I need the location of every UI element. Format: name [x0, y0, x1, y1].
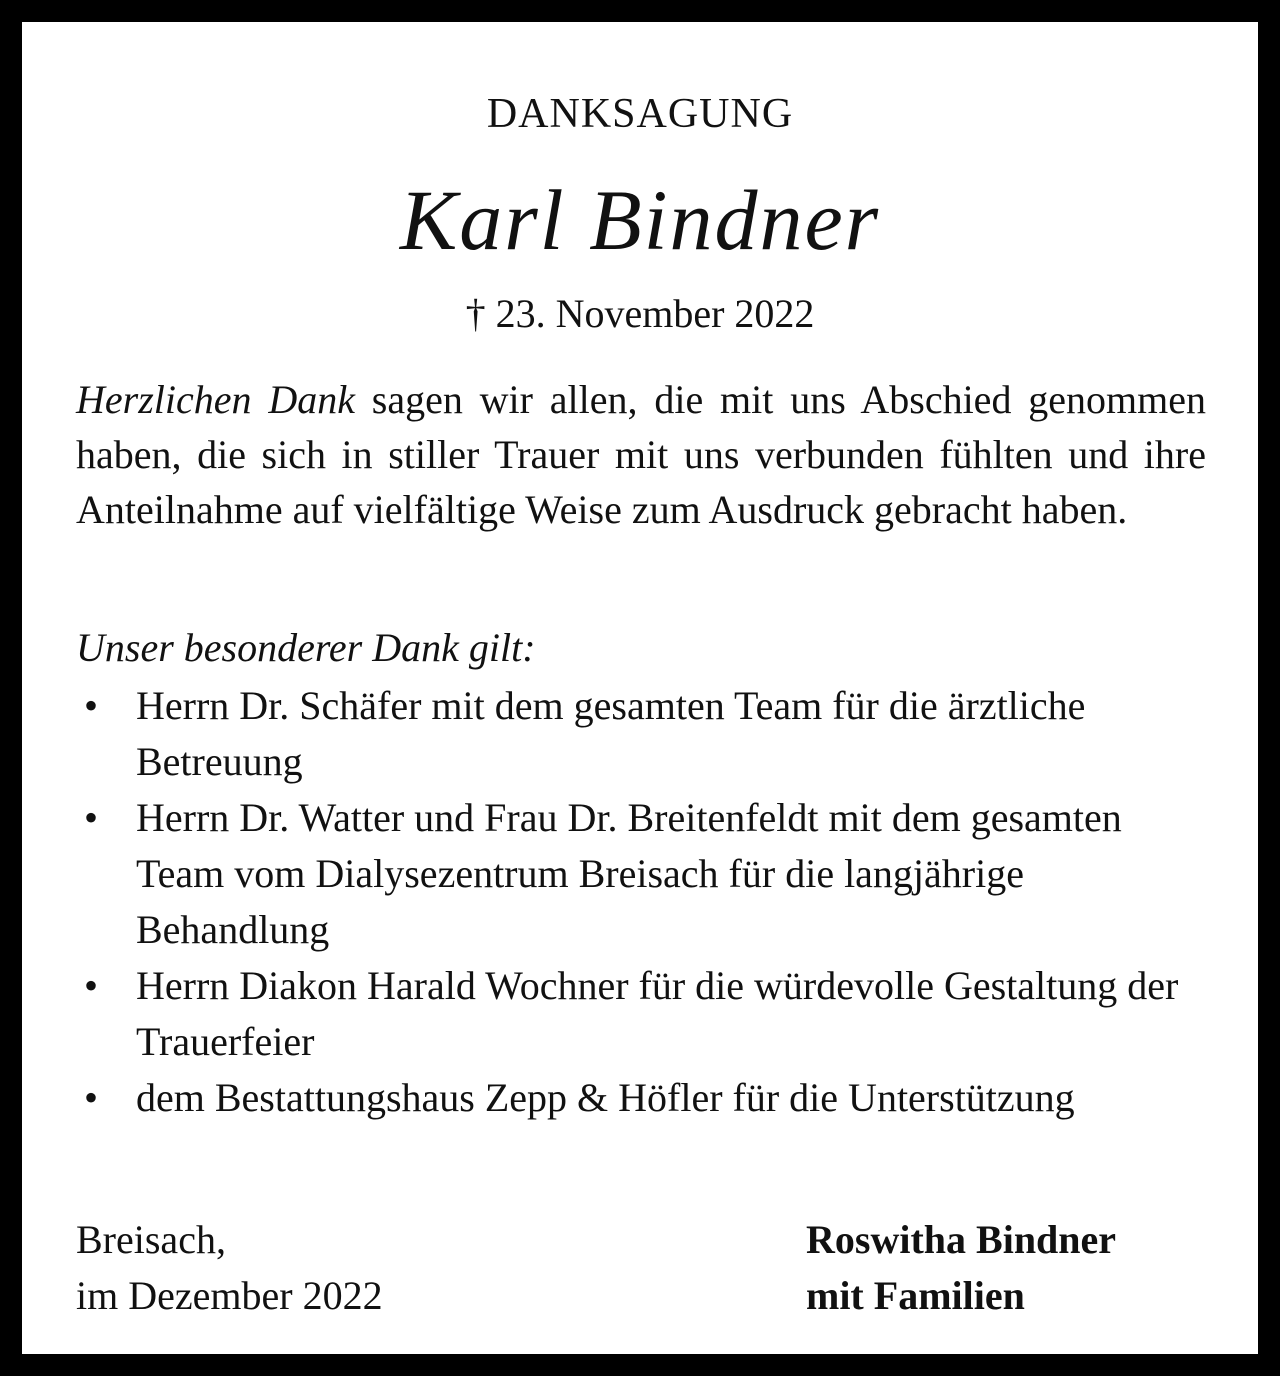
intro-paragraph [76, 372, 1206, 537]
deceased-name: Karl Bindner [399, 172, 881, 268]
special-thanks-heading: Unser besonderer Dank gilt: [76, 625, 536, 670]
notice-heading: DANKSAGUNG [486, 91, 794, 137]
list-item [76, 790, 1216, 958]
thanks-list [76, 678, 1216, 1126]
bullet-icon: • [84, 795, 99, 840]
intro-text: sagen wir allen, die mit uns Abschied genommen haben, die sich in stiller Trauer mit uns verbunden fühlten und ihre Anteilnahme auf vielfältige Weise zum Ausdruck gebracht haben. [76, 377, 1206, 532]
death-date: † 23. November 2022 [465, 291, 815, 336]
place-and-date [76, 1212, 383, 1324]
list-item-text: Herrn Dr. Watter und Frau Dr. Breitenfeldt mit dem gesamten Team vom Dialysezentrum Breisach für die langjährige Behandlung [136, 795, 1122, 952]
list-item [76, 1070, 1216, 1126]
obituary-notice [22, 22, 1258, 1354]
list-item-text: dem Bestattungshaus Zepp & Höfler für die Unterstützung [136, 1075, 1075, 1120]
signature-family: mit Familien [806, 1273, 1025, 1318]
list-item [76, 958, 1216, 1070]
intro-emphasis: Herzlichen Dank [76, 377, 355, 422]
bullet-icon: • [84, 1075, 99, 1120]
list-item-text: Herrn Dr. Schäfer mit dem gesamten Team für die ärztliche Betreuung [136, 683, 1086, 784]
signature-name: Roswitha Bindner [806, 1217, 1117, 1262]
list-item-text: Herrn Diakon Harald Wochner für die würdevolle Gestaltung der Trauerfeier [136, 963, 1179, 1064]
bullet-icon: • [84, 683, 99, 728]
date-line: im Dezember 2022 [76, 1273, 383, 1318]
signature [806, 1212, 1116, 1324]
place-line: Breisach, [76, 1217, 226, 1262]
list-item [76, 678, 1216, 790]
bullet-icon: • [84, 963, 99, 1008]
